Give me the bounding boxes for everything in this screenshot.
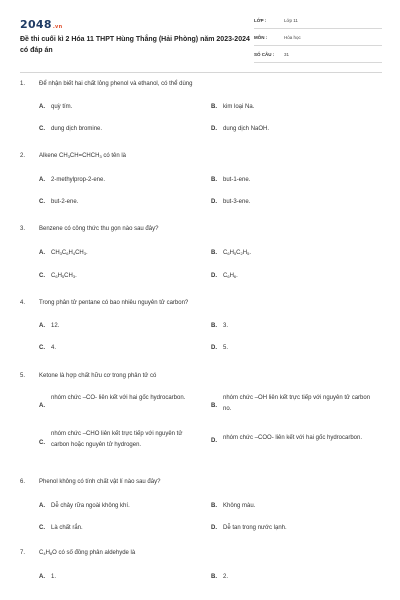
option-letter: A. <box>39 503 45 509</box>
meta-count-value: 31 <box>284 52 290 57</box>
option-text: but-3-ene. <box>223 199 251 205</box>
option-text: nhóm chức –OH liên kết trực tiếp với nguyên tử carbon no. <box>223 395 371 412</box>
meta-count-row <box>254 48 382 63</box>
option-letter: A. <box>39 104 45 110</box>
option-text: dung dịch NaOH. <box>223 126 270 132</box>
option-letter: C. <box>39 273 45 279</box>
option-text: 5. <box>223 345 229 351</box>
option-letter: C. <box>39 440 45 446</box>
option-text: $C_6H_5CH_3$. <box>51 273 77 279</box>
option-text: but-2-ene. <box>51 199 79 205</box>
meta-count-label: SỐ CÂU : <box>254 52 275 57</box>
meta-class-label: LỚP : <box>254 18 267 23</box>
meta-class-value[interactable]: Lớp 11 <box>284 18 298 23</box>
option-text: but-1-ene. <box>223 177 251 183</box>
option-letter: C. <box>39 345 45 351</box>
option-letter: D. <box>211 199 217 205</box>
option-letter: A. <box>39 177 45 183</box>
site-logo[interactable] <box>20 18 62 31</box>
document-header <box>20 14 382 64</box>
option-text: $C_6H_6$. <box>223 273 238 279</box>
option-letter: B. <box>211 104 217 110</box>
question-number: 2. <box>20 153 26 159</box>
option-text: 3. <box>223 323 229 329</box>
option-text: $CH_3C_6H_4CH_3$. <box>51 250 88 256</box>
question-text: Trong phân tử pentane có bao nhiêu nguyên tử carbon? <box>39 300 189 306</box>
option-letter: A. <box>39 403 45 409</box>
option-text: dung dịch bromine. <box>51 126 103 132</box>
option-letter: B. <box>211 574 217 580</box>
option-text: 1. <box>51 574 57 580</box>
question-number: 3. <box>20 226 26 232</box>
meta-class-row <box>254 14 382 29</box>
exam-meta <box>254 14 382 65</box>
option-letter: A. <box>39 574 45 580</box>
question-text: Ketone là hợp chất hữu cơ trong phân tử có <box>39 373 157 379</box>
meta-subject-row <box>254 31 382 46</box>
question-number: 1. <box>20 81 26 87</box>
question-text: Benzene có công thức thu gọn nào sau đây? <box>39 226 159 232</box>
option-letter: C. <box>39 126 45 132</box>
option-text: 12. <box>51 323 60 329</box>
option-letter: B. <box>211 177 217 183</box>
option-text: $C_6H_5C_2H_5$. <box>223 250 251 256</box>
option-letter: C. <box>39 199 45 205</box>
question-number: 5. <box>20 373 26 379</box>
question-number: 4. <box>20 300 26 306</box>
option-text: 4. <box>51 345 57 351</box>
question-text: Để nhận biết hai chất lỏng phenol và ethanol, có thể dùng <box>39 81 193 87</box>
header-divider <box>20 72 382 73</box>
meta-subject-value[interactable]: Hóa học <box>284 35 301 40</box>
option-letter: D. <box>211 438 217 444</box>
option-letter: D. <box>211 273 217 279</box>
option-letter: D. <box>211 126 217 132</box>
meta-subject-label: MÔN : <box>254 35 268 40</box>
option-text: quỳ tím. <box>51 104 73 110</box>
logo-text: 2048 <box>20 18 52 31</box>
option-letter: B. <box>211 503 217 509</box>
option-letter: B. <box>211 250 217 256</box>
option-text: Không màu. <box>223 503 256 509</box>
option-letter: A. <box>39 323 45 329</box>
option-letter: C. <box>39 525 45 531</box>
option-text: 2-methylprop-2-ene. <box>51 177 106 183</box>
option-text: Là chất rắn. <box>51 525 83 531</box>
option-text: 2. <box>223 574 229 580</box>
question-text: $C_4H_8O$ có số đồng phân aldehyde là <box>39 550 136 556</box>
option-text: nhóm chức –COO- liên kết với hai gốc hydrocarbon. <box>223 435 363 441</box>
question-text: Alkene $CH_3CH=CHCH_3$ có tên là <box>39 153 127 159</box>
exam-title: Đề thi cuối kì 2 Hóa 11 THPT Hùng Thắng (Hải Phòng) năm 2023-2024 có đáp án <box>20 36 250 54</box>
option-text: Dễ tan trong nước lạnh. <box>223 525 287 531</box>
option-text: kim loại Na. <box>223 104 255 110</box>
option-letter: D. <box>211 345 217 351</box>
option-text: Dễ chảy rữa ngoài không khí. <box>51 503 130 509</box>
question-number: 7. <box>20 550 26 556</box>
option-letter: A. <box>39 250 45 256</box>
logo-suffix: .vn <box>52 24 63 30</box>
option-letter: B. <box>211 403 217 409</box>
option-letter: D. <box>211 525 217 531</box>
option-letter: B. <box>211 323 217 329</box>
question-number: 6. <box>20 479 26 485</box>
option-text: nhóm chức –CHO liên kết trực tiếp với nguyên tử carbon hoặc nguyên tử hydrogen. <box>51 431 183 448</box>
question-text: Phenol không có tính chất vật lí nào sau đây? <box>39 479 161 485</box>
option-text: nhóm chức –CO- liên kết với hai gốc hydrocarbon. <box>51 395 186 401</box>
